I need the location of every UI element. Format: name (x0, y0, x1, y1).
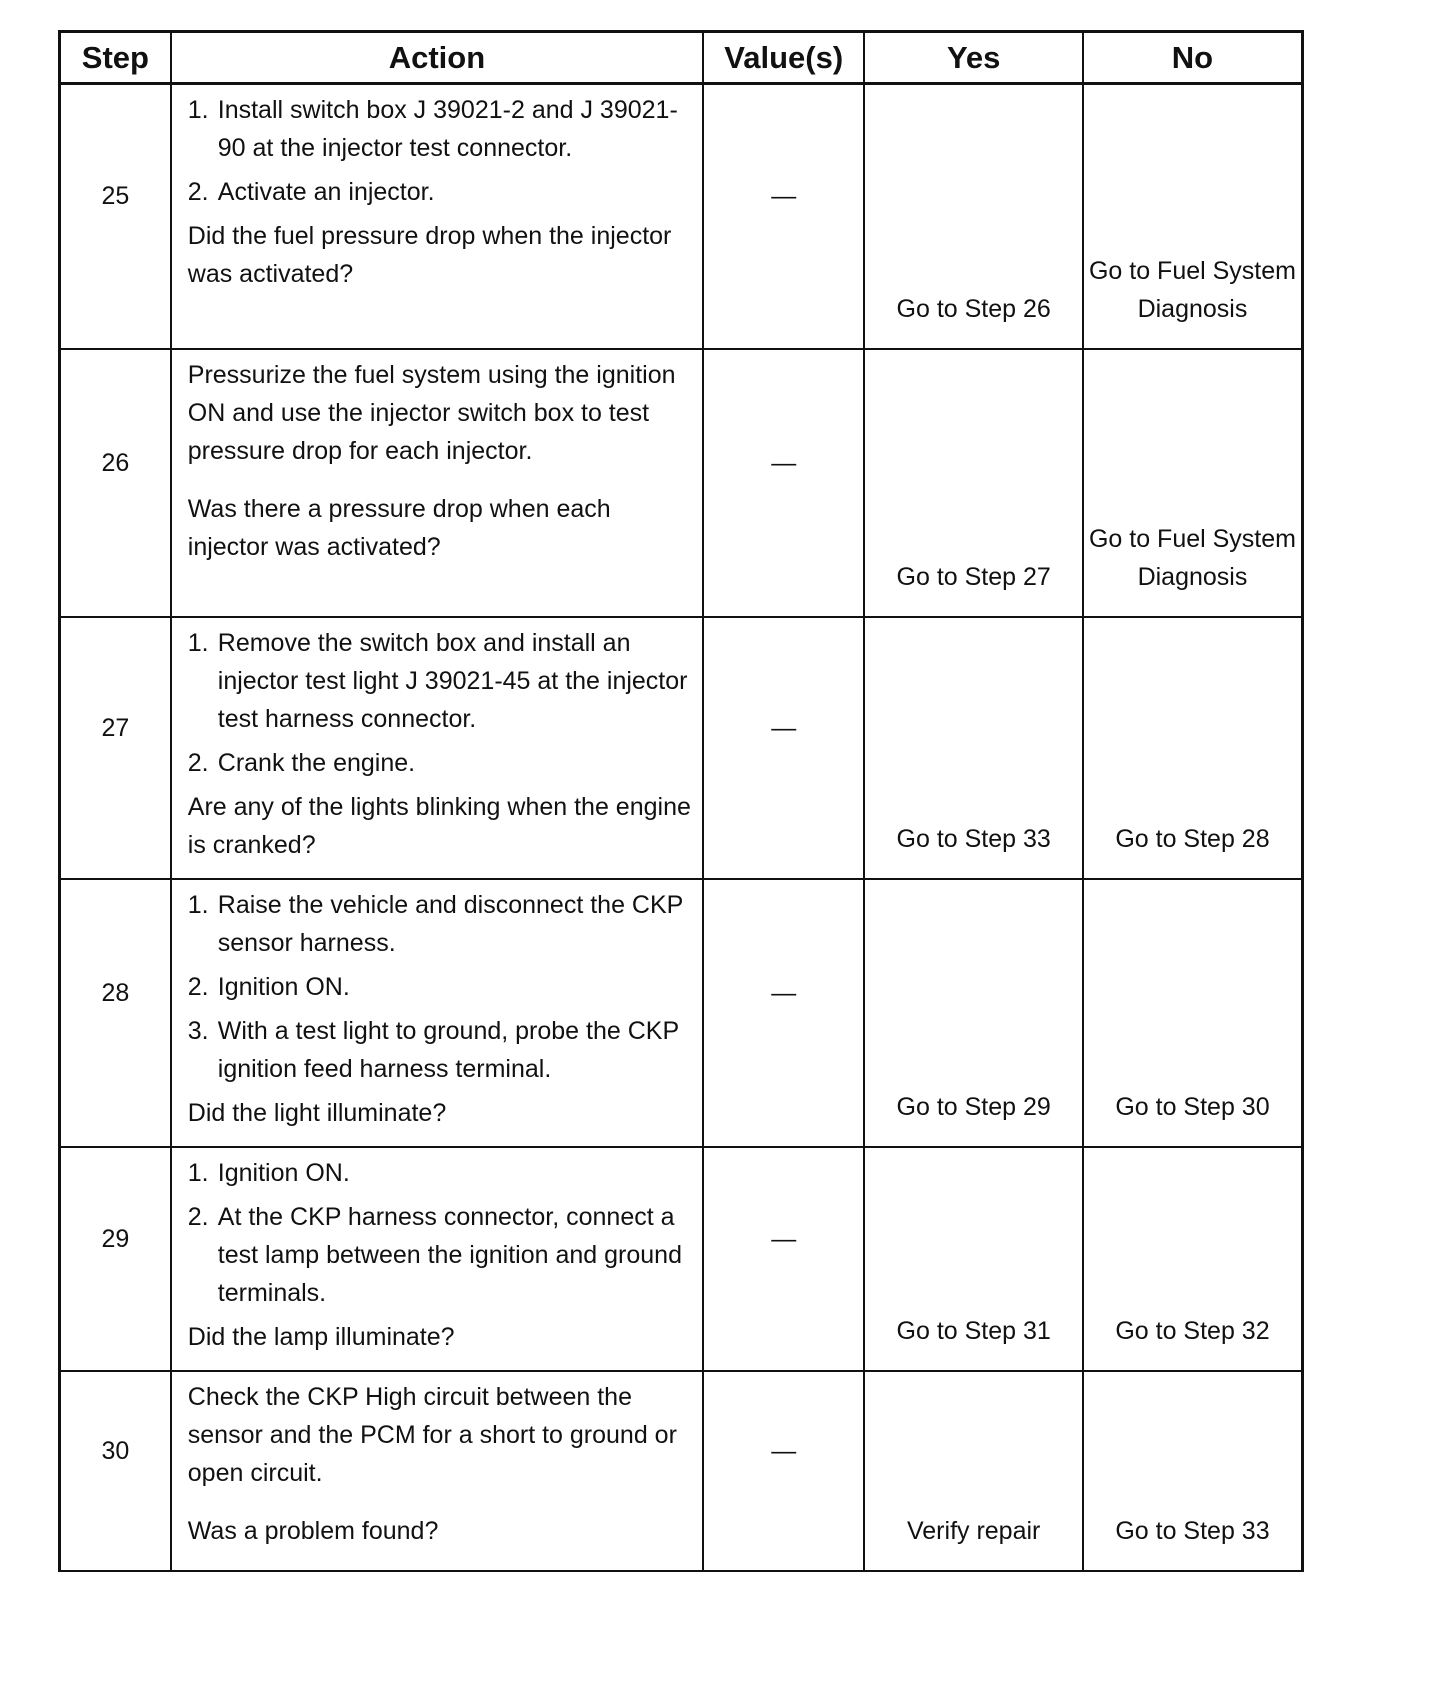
action-step (188, 173, 692, 211)
diagnostic-table (58, 30, 1304, 1572)
table-body (60, 84, 1303, 1571)
table-row (60, 1147, 1303, 1371)
value-cell: — (703, 617, 864, 879)
action-step-number: 3. (187, 1016, 209, 1045)
action-question: Are any of the lights blinking when the engine is cranked? (187, 792, 691, 859)
action-step-number: 2. (187, 748, 209, 777)
action-step-number: 2. (187, 972, 209, 1001)
yes-result: Go to Step 29 (864, 879, 1083, 1147)
step-number: 30 (60, 1371, 171, 1571)
action-step-number: 1. (187, 890, 209, 919)
yes-result: Go to Step 33 (864, 617, 1083, 879)
header-no: No (1083, 32, 1303, 84)
action-step-text: Remove the switch box and install an injector test light J 39021-45 at the injector test harness connector. (217, 628, 688, 733)
action-step-number: 2. (187, 178, 209, 206)
yes-result: Go to Step 26 (864, 84, 1083, 349)
action-cell (171, 349, 703, 617)
header-row (60, 32, 1303, 84)
step-number: 25 (60, 84, 171, 349)
value-cell: — (703, 349, 864, 617)
action-step-number: 1. (187, 628, 209, 657)
action-step-text: Raise the vehicle and disconnect the CKP sensor harness. (217, 890, 683, 957)
header-action: Action (171, 32, 703, 84)
action-cell (171, 617, 703, 879)
action-step-number: 1. (187, 1158, 209, 1187)
step-number: 29 (60, 1147, 171, 1371)
action-step (188, 744, 692, 782)
table-row (60, 84, 1303, 349)
action-cell (171, 879, 703, 1147)
value-cell: — (703, 1147, 864, 1371)
action-question: Did the fuel pressure drop when the injector was activated? (187, 222, 672, 288)
action-step-text: Install switch box J 39021-2 and J 39021-90 at the injector test connector. (217, 96, 678, 162)
action-step (188, 886, 692, 962)
step-number: 27 (60, 617, 171, 879)
action-step (188, 968, 692, 1006)
action-question: Did the light illuminate? (187, 1098, 447, 1127)
value-cell: — (703, 879, 864, 1147)
action-step-list (188, 886, 692, 1088)
action-question: Did the lamp illuminate? (187, 1322, 455, 1351)
step-number: 28 (60, 879, 171, 1147)
step-number: 26 (60, 349, 171, 617)
action-step-number: 1. (187, 96, 209, 124)
header-yes: Yes (864, 32, 1083, 84)
no-result: Go to Step 28 (1083, 617, 1303, 879)
action-step-text: Activate an injector. (217, 178, 435, 206)
action-step (188, 1012, 692, 1088)
action-step-text: Ignition ON. (217, 1158, 350, 1187)
table-row (60, 617, 1303, 879)
yes-result: Verify repair (864, 1371, 1083, 1571)
action-step-text: Crank the engine. (217, 748, 416, 777)
action-cell (171, 1147, 703, 1371)
action-cell (171, 84, 703, 349)
action-cell (171, 1371, 703, 1571)
action-step (188, 624, 692, 738)
table-row (60, 1371, 1303, 1571)
no-result: Go to Step 33 (1083, 1371, 1303, 1571)
no-result: Go to Fuel System Diagnosis (1083, 84, 1303, 349)
yes-result: Go to Step 31 (864, 1147, 1083, 1371)
no-result: Go to Step 30 (1083, 879, 1303, 1147)
header-step: Step (60, 32, 171, 84)
table-header (60, 32, 1303, 84)
action-question: Was there a pressure drop when each injector was activated? (187, 494, 611, 561)
action-step (188, 91, 692, 167)
action-paragraph: Check the CKP High circuit between the sensor and the PCM for a short to ground or open circuit. (187, 1382, 677, 1487)
table-row (60, 349, 1303, 617)
value-cell: — (703, 1371, 864, 1571)
action-step-number: 2. (187, 1202, 209, 1231)
action-step (188, 1198, 692, 1312)
no-result: Go to Step 32 (1083, 1147, 1303, 1371)
yes-result: Go to Step 27 (864, 349, 1083, 617)
action-step (188, 1154, 692, 1192)
table-row (60, 879, 1303, 1147)
action-step-text: At the CKP harness connector, connect a test lamp between the ignition and ground terminals. (217, 1202, 682, 1307)
no-result: Go to Fuel System Diagnosis (1083, 349, 1303, 617)
action-paragraph: Pressurize the fuel system using the ignition ON and use the injector switch box to test pressure drop for each injector. (187, 360, 676, 465)
header-values: Value(s) (703, 32, 864, 84)
action-step-text: Ignition ON. (217, 972, 350, 1001)
action-step-list (188, 624, 692, 782)
action-question: Was a problem found? (187, 1516, 439, 1545)
value-cell: — (703, 84, 864, 349)
action-step-text: With a test light to ground, probe the CKP ignition feed harness terminal. (217, 1016, 679, 1083)
action-step-list (188, 91, 692, 211)
action-step-list (188, 1154, 692, 1312)
